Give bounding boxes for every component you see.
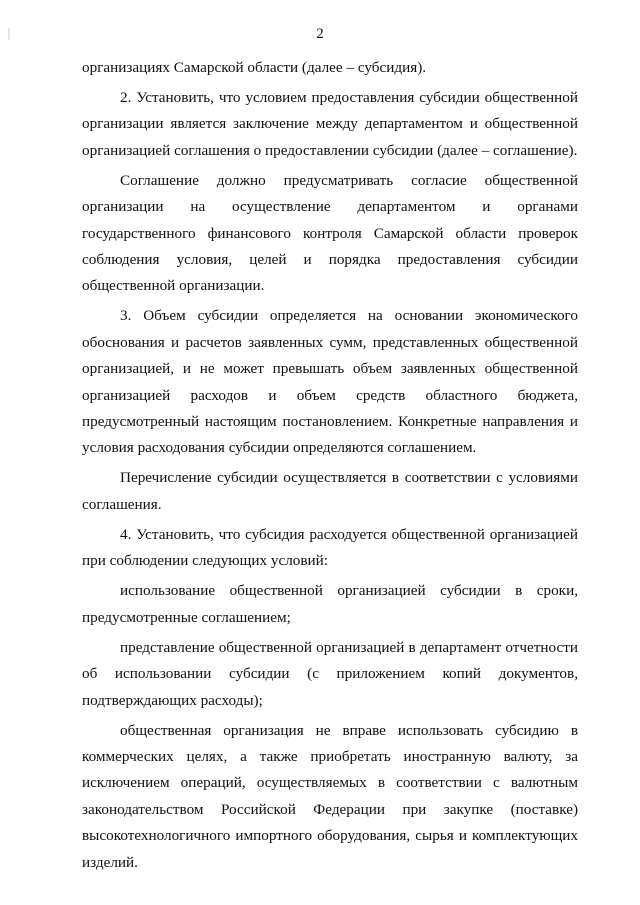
paragraph-item-3: 3. Объем субсидии определяется на основании экономического обоснования и расчетов заявленных сумм, представленных общественной организацией, и не может превышать объем заявленных общественной организацией расходов и объем средств областного бюджета, предусмотренный настоящим постановлением. Конкретные направления и условия расходования субсидии определяются соглашением. <box>82 307 578 457</box>
paragraph-item-2: 2. Установить, что условием предоставления субсидии общественной организации является заключение между департаментом и общественной организацией соглашения о предоставлении субсидии (далее – соглашение). <box>82 89 578 159</box>
paragraph-transfer: Перечисление субсидии осуществляется в соответствии с условиями соглашения. <box>82 469 578 513</box>
paragraph-condition-reporting: представление общественной организацией в департамент отчетности об использовании субсидии (с приложением копий документов, подтверждающих расходы); <box>82 638 578 709</box>
paragraph-item-4: 4. Установить, что субсидия расходуется общественной организацией при соблюдении следующих условий: <box>82 525 578 570</box>
paragraph-agreement-consent: Соглашение должно предусматривать согласие общественной организации на осуществление департаментом и органами государственного финансового контроля Самарской области проверок соблюдения условия, целей и порядка предоставления субсидии общественной организации. <box>82 171 578 295</box>
paragraph-condition-restrictions: общественная организация не вправе использовать субсидию в коммерческих целях, а также приобретать иностранную валюту, за исключением операций, осуществляемых в соответствии с валютным законодательством Российской Федерации при закупке (поставке) высокотехнологичного импортного оборудования, сырья и комплектующих изделий. <box>82 721 578 871</box>
paragraph-condition-terms: использование общественной организацией субсидии в сроки, предусмотренные соглашением; <box>82 582 578 626</box>
document-body <box>82 55 578 880</box>
page-number: 2 <box>316 26 324 42</box>
paragraph-continuation: организациях Самарской области (далее – субсидия). <box>82 59 427 76</box>
